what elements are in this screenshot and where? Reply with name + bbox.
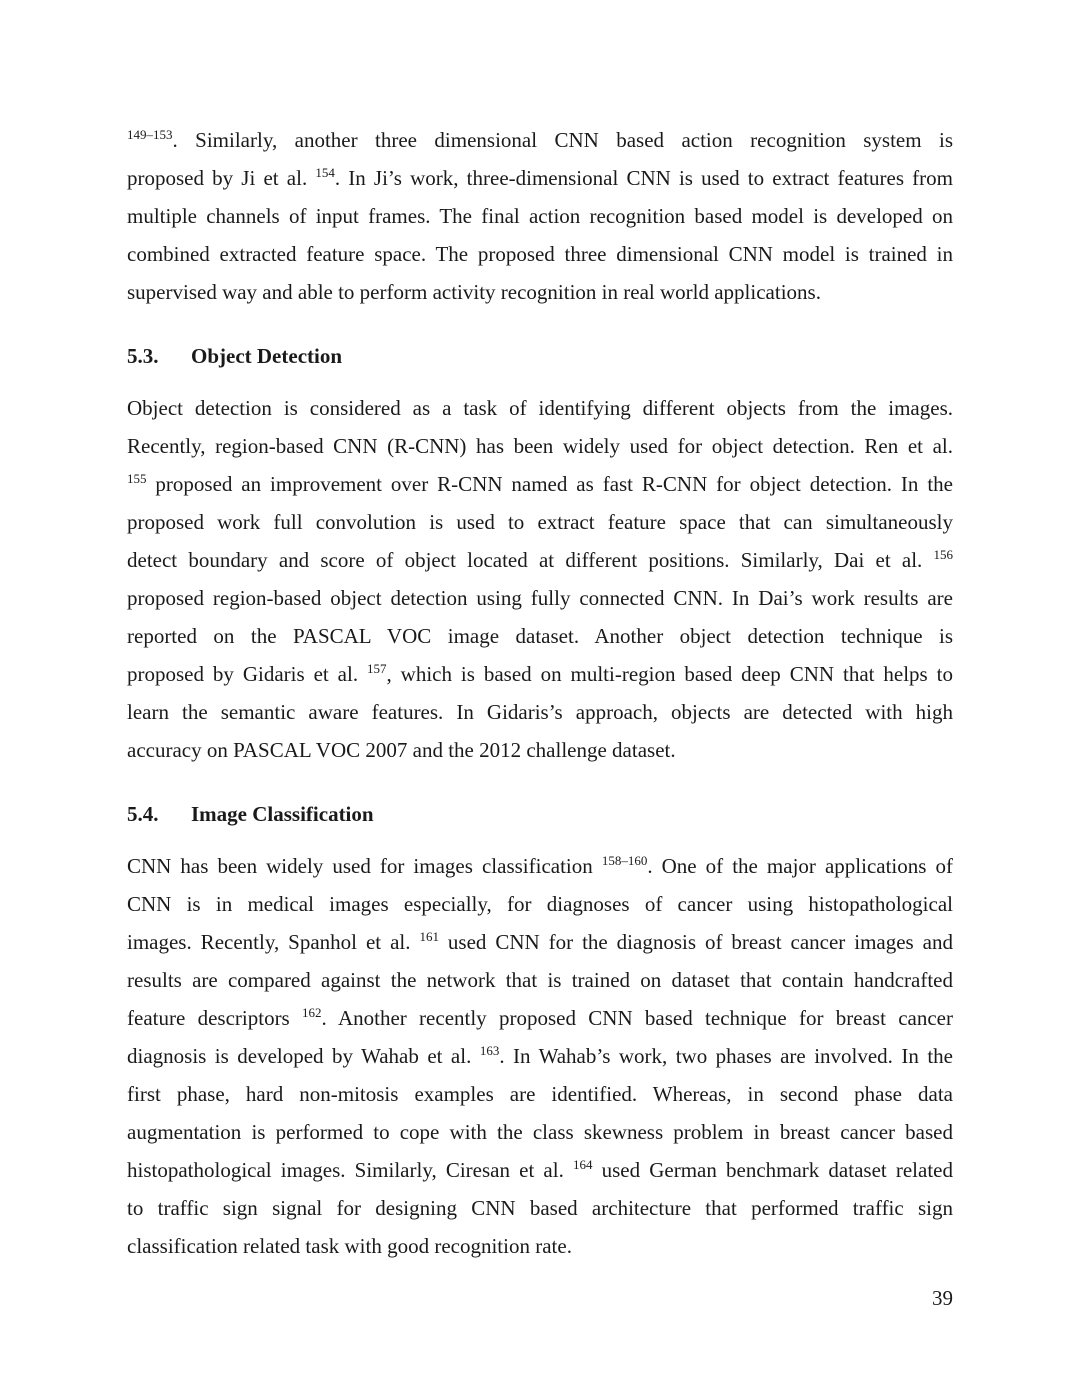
text-line [127,1189,953,1227]
text-segment: supervised way and able to perform activity recognition in real world applications. [127,280,821,304]
paragraph-object-detection [127,389,953,769]
text-line [127,389,953,427]
section-title: Object Detection [191,344,343,368]
text-line [127,731,953,769]
citation-superscript: 149–153 [127,127,173,143]
text-segment: images. Recently, Spanhol et al. [127,930,420,954]
text-segment: proposed region-based object detection using fully connected CNN. In Dai’s work results are [127,586,953,610]
text-segment: reported on the PASCAL VOC image dataset. Another object detection technique is [127,624,953,648]
text-segment: proposed by Gidaris et al. [127,662,367,686]
text-segment: Recently, region-based CNN (R-CNN) has been widely used for object detection. Ren et al. [127,434,953,458]
section-heading-image-classification [127,795,374,833]
citation-superscript: 154 [315,165,335,181]
text-segment: multiple channels of input frames. The final action recognition based model is developed on [127,204,953,228]
citation-superscript: 157 [367,661,387,677]
text-segment: used CNN for the diagnosis of breast cancer images and [438,930,954,954]
text-line [127,847,953,885]
text-line [127,579,953,617]
citation-superscript: 163 [479,1043,500,1059]
text-line [127,1037,953,1075]
text-segment: classification related task with good recognition rate. [127,1234,572,1258]
text-line [127,923,953,961]
text-line [127,427,953,465]
text-segment: learn the semantic aware features. In Gidaris’s approach, objects are detected with high [127,700,953,724]
text-line [127,885,953,923]
text-segment: first phase, hard non-mitosis examples are identified. Whereas, in second phase data [127,1082,953,1106]
citation-superscript: 156 [933,547,953,563]
text-segment: . Similarly, another three dimensional CNN based action recognition system is [172,128,953,152]
text-segment: augmentation is performed to cope with the class skewness problem in breast cancer based [127,1120,953,1144]
citation-superscript: 155 [127,471,147,487]
text-segment: detect boundary and score of object located at different positions. Similarly, Dai et al. [127,548,934,572]
citation-superscript: 161 [419,929,439,945]
text-line [127,121,953,159]
text-line [127,1075,953,1113]
text-segment: CNN is in medical images especially, for diagnoses of cancer using histopathological [127,892,953,916]
section-number: 5.4. [127,802,159,826]
text-line [127,235,953,273]
text-segment: proposed work full convolution is used to extract feature space that can simultaneously [127,510,953,534]
text-segment: CNN has been widely used for images classification [127,854,602,878]
text-segment: feature descriptors [127,1006,303,1030]
text-segment: histopathological images. Similarly, Ciresan et al. [127,1158,573,1182]
text-segment: . One of the major applications of [647,854,953,878]
text-segment: used German benchmark dataset related [592,1158,953,1182]
text-line [127,465,953,503]
section-title: Image Classification [191,802,374,826]
text-segment: accuracy on PASCAL VOC 2007 and the 2012 challenge dataset. [127,738,676,762]
paragraph-image-classification [127,847,953,1265]
text-line [127,1151,953,1189]
section-heading-object-detection [127,337,342,375]
text-segment: to traffic sign signal for designing CNN based architecture that performed traffic sign [127,1196,953,1220]
text-line [127,1227,953,1265]
citation-superscript: 158–160 [601,853,648,869]
text-segment: proposed by Ji et al. [127,166,316,190]
text-line [127,1113,953,1151]
text-segment: proposed an improvement over R-CNN named as fast R-CNN for object detection. In the [146,472,953,496]
text-segment: diagnosis is developed by Wahab et al. [127,1044,480,1068]
text-segment: results are compared against the network that is trained on dataset that contain handcrafted [127,968,953,992]
text-segment: . In Ji’s work, three-dimensional CNN is used to extract features from [334,166,953,190]
text-line [127,693,953,731]
text-line [127,197,953,235]
citation-superscript: 164 [572,1157,593,1173]
text-line [127,503,953,541]
text-line [127,961,953,999]
page-number: 39 [932,1286,953,1310]
text-segment: . In Wahab’s work, two phases are involved. In the [499,1044,953,1068]
text-line [127,999,953,1037]
text-segment: Object detection is considered as a task of identifying different objects from the images. [127,396,953,420]
text-line [127,655,953,693]
text-segment: . Another recently proposed CNN based technique for breast cancer [321,1006,953,1030]
text-segment: , which is based on multi-region based deep CNN that helps to [386,662,953,686]
section-number: 5.3. [127,344,159,368]
paragraph-action-recognition [127,121,953,311]
text-line [127,159,953,197]
text-line [127,617,953,655]
text-line [127,541,953,579]
citation-superscript: 162 [302,1005,322,1021]
text-line [127,273,953,311]
text-segment: combined extracted feature space. The proposed three dimensional CNN model is trained in [127,242,953,266]
